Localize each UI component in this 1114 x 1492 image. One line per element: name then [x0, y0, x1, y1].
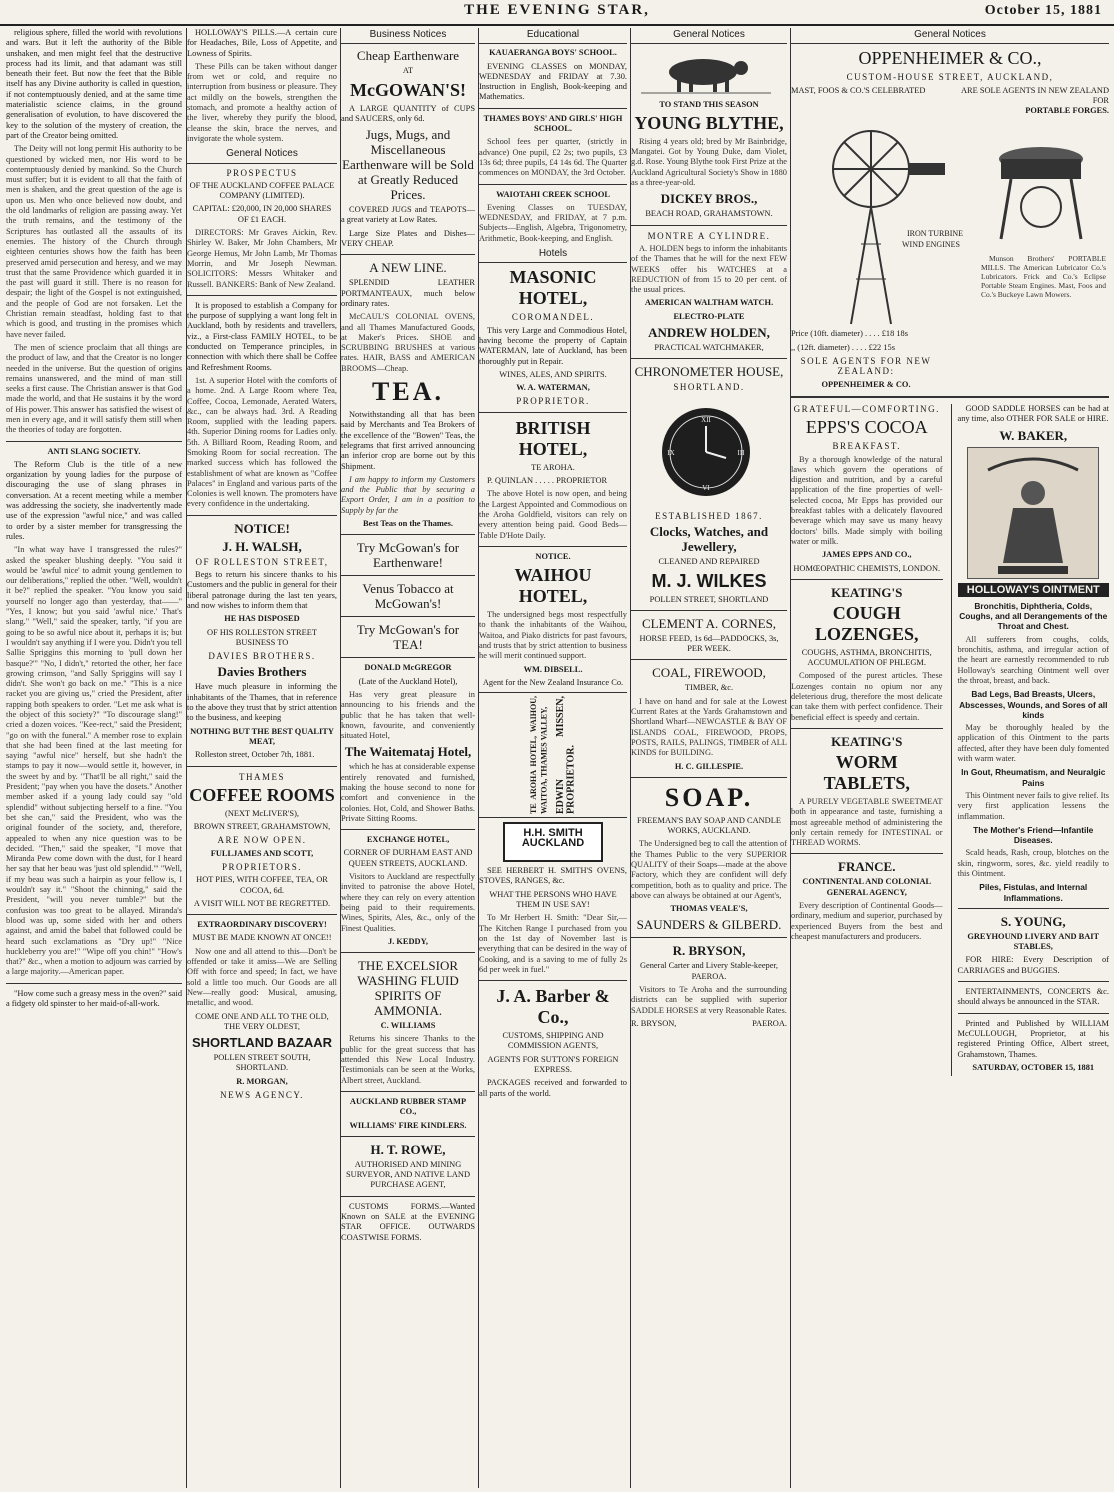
bad-legs-text: May be thoroughly healed by the application of this Ointment to the parts affected, after they have been duly fomented with warm water.: [957, 723, 1109, 764]
forge-illustration: [981, 129, 1101, 249]
tea-body: Notwithstanding all that has been said by Merchants and Tea Brokers of the excellence of the "Bowen" Teas, the telegrams that first arrived announcing an inferior crop are borne out by this Shipment.: [341, 410, 475, 471]
column-5: [630, 28, 787, 1488]
mothers-text: Scald heads, Rash, croup, blotches on the skin, ringworm, sores, &c. yield readily to this Ointment.: [957, 848, 1109, 878]
to-stand-season: TO STAND THIS SEASON: [659, 99, 759, 109]
customs-forms: CUSTOMS FORMS.—Wanted Known on SALE at the EVENING STAR OFFICE. OUTWARDS COASTWISE FORMS.: [341, 1201, 475, 1242]
jugs-mugs: Jugs, Mugs, and Miscellaneous Earthenware will be Sold at Greatly Reduced Prices.: [342, 127, 474, 203]
keating-heading: KEATING'S: [831, 584, 903, 600]
freeman-bay: FREEMAN'S BAY SOAP AND CANDLE WORKS, AUCKLAND.: [637, 815, 781, 836]
saunders-gilberd: SAUNDERS & GILBERD.: [636, 917, 782, 933]
holloway-ointment-banner: HOLLOWAY'S OINTMENT: [958, 583, 1110, 597]
cheap-earthenware: Cheap Earthenware: [356, 48, 460, 64]
andrew-holden: ANDREW HOLDEN,: [648, 325, 770, 341]
keating-heading-2: KEATING'S: [831, 733, 903, 749]
piles-heading: Piles, Fistulas, and Internal Inflammations.: [979, 882, 1088, 903]
homoeopathic-chemists: HOMŒOPATHIC CHEMISTS, LONDON.: [793, 563, 941, 573]
come-one-all: COME ONE AND ALL TO THE OLD, THE VERY OLDEST,: [195, 1011, 329, 1031]
established-1867: ESTABLISHED 1867.: [655, 510, 763, 521]
new-line-heading: A NEW LINE.: [369, 260, 447, 276]
masthead: [0, 0, 1114, 26]
holloway-pills-text: These Pills can be taken without danger from wet or cold, and require no interruption from business or pleasure. They act mildly on the bowels, strengthen the stomach, and promote a healthy action of the liver, whereby they purify the blood, cleanse the skin, brace the nerves, and invigorate the whole system.: [187, 61, 337, 143]
disposed-of-line: OF HIS ROLLESTON STREET BUSINESS TO: [207, 627, 317, 647]
rubber-stamp-co: AUCKLAND RUBBER STAMP CO.,: [349, 1096, 467, 1117]
watch-illustration: [631, 396, 781, 508]
col6-left: [791, 404, 943, 1076]
news-agency: NEWS AGENCY.: [220, 1090, 304, 1101]
forge-text: Munson Brothers' PORTABLE MILLS. The American Lubricator Co.'s Lubricators. Frick and Co.'s Eclipse Portable Steam Engines. Mast, Foos and Co.'s Buckeye Lawn Mowers.: [981, 254, 1106, 300]
british-te-aroha: TE AROHA.: [531, 462, 575, 472]
best-quality-meat: NOTHING BUT THE BEST QUALITY MEAT,: [190, 726, 334, 746]
greyhound-stables: GREYHOUND LIVERY AND BAIT STABLES,: [967, 931, 1100, 952]
windmill-prices: [791, 329, 941, 389]
waihou-text: The undersigned begs most respectfully to thank the inhabitants of the Waihou, Waitoa, and Piako districts for past favours, and trusts that by strict attention to business he will merit continued support.: [479, 610, 627, 661]
james-epps: JAMES EPPS AND CO.,: [821, 550, 912, 560]
donald-sub: (Late of the Auckland Hotel),: [358, 676, 458, 686]
newspaper-title: THE EVENING STAR,: [464, 2, 650, 18]
electro-plate: ELECTRO-PLATE: [673, 311, 745, 321]
col6-right: [951, 404, 1110, 1076]
article-text: The Deity will not long permit His authority to be questioned by wicked men, nor His word to be contemptuously denied by mankind. So the Church must suffer; but it is evident to all that the faith of men is shaken, and the great question of the age is upon us. Men who once believed now doubt, and the old landmarks of religion are passing away. Yet the truth remains, and the testimony of the Scriptures has outlasted all the assaults of its enemies. The history of the Church through eighteen centuries shows how the faith has been preserved amid persecution and heresy, and we may trust that the same Providence which guarded it in the past will guard it still. There is no reason for despair; the light of the Gospel is not extinguished, and the people of God are not forsaken. Let the Christian remain steadfast, holding fast to that which is good, and trusting in the promises which have never failed.: [6, 144, 182, 339]
auckland-logo-text: AUCKLAND: [521, 837, 585, 850]
bryson-signature-name: R. BRYSON,: [631, 1018, 677, 1028]
keating-text: Composed of the purest articles. These Lozenges contain no opium nor any deleterious drug, therefore the most delicate can take them with perfect confidence. Their beneficial effect is speedy and certain.: [791, 671, 943, 722]
svg-text:XII: XII: [701, 415, 711, 424]
printed-published: Printed and Published by WILLIAM McCULLOUGH, Proprietor, at his registered Printing Office, Albert street, Grahamstown, Thames.: [957, 1018, 1109, 1059]
soap-text: The Undersigned beg to call the attention of the Thames Public to the very SUPERIOR QUALITY of their Soaps—made at the above Factory, which they are confident will defy competition, both as to quality and price. The above can always be obtained at our Agent's,: [631, 839, 787, 900]
prospectus-list: 1st. A superior Hotel with the comforts of a home. 2nd. A Large Room where Tea, Coffee, Cocoa, Lemonade, Aerated Waters, &c., can be always had. 3rd. A Reading Room, supplied with the leading papers. 4th. Superior Dining rooms for Ladies only. 5th. A Billiard Room, Reading Room, and Smoking Room for social recreation. The marked success which has followed the establishment of what are known as "Coffee Palaces" in England and various parts of the Colonies is well known. The promoters have every confidence in the undertaking.: [187, 375, 337, 509]
at-label: AT: [402, 66, 414, 76]
try-mcgowan-tea: Try McGowan's for TEA!: [356, 622, 460, 653]
excelsior-heading: THE EXCELSIOR WASHING FLUID SPIRITS OF AMMONIA.: [357, 958, 459, 1019]
chronometer-house: CHRONOMETER HOUSE,: [634, 364, 784, 380]
bronchitis-text: All sufferers from coughs, colds, bronchitis, asthma, and irregular action of the heart are earnestly recommended to rub Holloway's searching Ointment well over the throat, breast, and back.: [957, 634, 1109, 685]
mj-wilkes: M. J. WILKES: [651, 570, 767, 591]
svg-text:IX: IX: [667, 448, 675, 457]
oppenheimer-illustrations: [791, 119, 1109, 329]
keddy-name: J. KEDDY,: [388, 936, 428, 946]
proprietors-label: PROPRIETORS.: [221, 862, 303, 872]
rowe-sub: AUTHORISED AND MINING SURVEYOR, AND NATIVE LAND PURCHASE AGENT,: [345, 1159, 471, 1190]
kauaeranga-school: KAUAERANGA BOYS' SCHOOL.: [489, 48, 617, 58]
walsh-body: Begs to return his sincere thanks to his Customers and the public in general for their liberal patronage during the last ten years, and now wishes to inform them that: [187, 570, 337, 610]
general-notices-heading: General Notices: [187, 147, 337, 163]
sole-agents-line: ARE SOLE AGENTS IN NEW ZEALAND FOR: [960, 85, 1109, 105]
waltham-watch: AMERICAN WALTHAM WATCH.: [644, 298, 774, 308]
waterman-name: W. A. WATERMAN,: [516, 383, 590, 393]
walsh-name: J. H. WALSH,: [222, 538, 302, 554]
exchange-hotel: EXCHANGE HOTEL,: [366, 835, 450, 845]
saturday-date: SATURDAY, OCTOBER 15, 1881: [972, 1062, 1095, 1072]
are-now-open: ARE NOW OPEN.: [217, 835, 307, 846]
anti-slang-body: The Reform Club is the title of a new organization by young ladies for the purpose of discouraging the use of slang phrases in conversation. At a recent meeting while a member was addressing the society, she inadvertently made use of the expression "awful nice," and was called to order by a sister member for transgressing the rules.: [6, 459, 182, 541]
bryson-signature: [631, 1019, 787, 1029]
svg-text:III: III: [737, 448, 745, 457]
hh-smith-stamp-logo: [503, 822, 603, 862]
general-notices-heading-3: General Notices: [791, 28, 1109, 44]
donald-text: Has very great pleasure in announcing to his friends and the public that he has taken that well-known, favourite, and conveniently situated Hotel,: [341, 689, 475, 741]
soap-heading: SOAP.: [664, 782, 754, 812]
article-footer: "How come such a greasy mess in the oven?" said a fidgety old spinster to her maid-of-all-work.: [6, 988, 182, 1009]
barber-co: J. A. Barber & Co.,: [496, 986, 610, 1028]
pollen-street-shortland: POLLEN STREET, SHORTLAND: [649, 594, 769, 604]
price-10ft: Price (10ft. diameter) . . . . £18 18s: [791, 329, 908, 339]
try-mcgowan-earthenware: Try McGowan's for Earthenware!: [356, 540, 460, 571]
packages-text: PACKAGES received and forwarded to all parts of the world.: [479, 1078, 627, 1098]
exchange-sub: CORNER OF DURHAM EAST AND QUEEN STREETS, AUCKLAND.: [343, 848, 473, 868]
epps-cocoa: EPPS'S COCOA: [805, 417, 928, 438]
morgan-name: R. MORGAN,: [236, 1076, 288, 1086]
bryson-sub: General Carter and Livery Stable-keeper, PAEROA.: [639, 961, 778, 981]
bad-legs-heading: Bad Legs, Bad Breasts, Ulcers, Abscesses, Wounds, and Sores of all kinds: [959, 689, 1108, 720]
british-text: The above Hotel is now open, and being the Largest Appointed and Commodious on the Aroha Goldfield, visitors can rely on every attention being paid. Good Beds—Table D'Hote Daily.: [479, 489, 627, 540]
coffee-rooms-next: (NEXT McLIVER'S),: [225, 808, 299, 818]
thames-high-school: THAMES BOYS' AND GIRLS' HIGH SCHOOL.: [483, 113, 623, 134]
davies-heading: Davies Brothers: [217, 664, 307, 680]
windmill-illustration: [801, 119, 961, 329]
oppenheimer-heading: OPPENHEIMER & CO.,: [858, 48, 1042, 69]
shortland-bazaar: SHORTLAND BAZAAR: [191, 1035, 333, 1051]
insurance-agent: Agent for the New Zealand Insurance Co.: [482, 677, 624, 687]
mcgowan-stock-text: McCAUL'S COLONIAL OVENS, and all Thames Manufactured Goods, at Maker's Prices. SHOE and SCRUBBING BRUSHES at various rates. HAIR, BASS and AMERICAN BROOMS—Cheap.: [341, 312, 475, 373]
oppenheimer-footer: OPPENHEIMER & CO.: [821, 379, 911, 389]
column-4: [478, 28, 627, 1488]
fulljames-scott: FULLJAMES AND SCOTT,: [210, 848, 314, 858]
clocks-watches: Clocks, Watches, and Jewellery,: [649, 524, 769, 555]
blythe-text: Rising 4 years old; bred by Mr Bainbridge, Mangatei. Got by Young Duke, dam Violet, g.d. Rose. Young Blythe took First Prize at the Auckland Agricultural Society's Show in 1880 as a three-year-old.: [631, 136, 787, 188]
column-3: [340, 28, 475, 1488]
mcgowans-heading: McGOWAN'S!: [350, 79, 466, 100]
oppenheimer-subheads: [791, 86, 1109, 107]
coal-firewood: COAL, FIREWOOD,: [652, 665, 766, 681]
entertainments-notice: ENTERTAINMENTS, CONCERTS &c. should always be announced in the STAR.: [957, 987, 1109, 1007]
timber-label: TIMBER, &c.: [684, 683, 734, 693]
waitemata-text: which he has at considerable expense entirely renovated and furnished, making the house second to none for comfort and convenience in the colonies. Hot, Cold, and Shower Baths. Private Sitting Rooms.: [341, 762, 475, 823]
anti-slang-heading: ANTI SLANG SOCIETY.: [47, 446, 141, 456]
large-plates: Large Size Plates and Dishes—VERY CHEAP.: [341, 228, 475, 249]
prospectus-heading: PROSPECTUS: [226, 167, 298, 178]
article-lead: religious sphere, filled the world with revolutions and wars. But it left the authority of the Bible unshaken, and men might feel that the destructive process had its limit, and that adamant was still beneath their feet. But now the feet that the Bible itself has any Divine authority is called in question, if not contemptuously denied, and at the same time materialistic science claims, in the ground generalisation of evolution, to have discovered the key to the solution of the mystery of creation, the part of the Creator being omitted.: [6, 28, 182, 140]
british-hotel: BRITISH HOTEL,: [515, 417, 591, 459]
see-smith-ovens: SEE HERBERT H. SMITH'S OVENS, STOVES, RANGES, &c.: [479, 866, 627, 886]
tea-italic-text: I am happy to inform my Customers and the Public that by securing a Export Order, I am in a position to Supply by far the: [341, 474, 475, 515]
france-heading: FRANCE.: [838, 859, 896, 875]
must-be-made-known: MUST BE MADE KNOWN AT ONCE!!: [192, 933, 332, 943]
holloway-illustration: [967, 447, 1099, 579]
williams-text: Returns his sincere Thanks to the public for the great success that has attended this New Local Industry. Testimonials can be seen at the Works, Albert street, Auckland.: [341, 1034, 475, 1085]
dickey-bros: DICKEY BROS.,: [660, 191, 758, 207]
educational-heading: Educational: [479, 28, 627, 44]
what-persons-say: WHAT THE PERSONS WHO HAVE THEM IN USE SAY!: [489, 889, 617, 910]
coal-text: I have on hand and for sale at the Lowest Current Rates at the Yards Grahamstown and Shortland Wharf—NEWCASTLE & BAY OF ISLANDS COAL, FIREWOOD, PROPS, POSTS, RAILS, PALINGS, TIMBER of ALL KINDS for BUILDING.: [631, 696, 787, 758]
price-12ft: ,, (12ft. diameter) . . . . £22 15s: [791, 342, 895, 352]
waiotahi-text: Evening Classes on TUESDAY, WEDNESDAY, and FRIDAY, at 7 p.m. Subjects—English, Algebra, Trigonometry, Arithmetic, Book-keeping, and English.: [479, 202, 627, 243]
gillespie-name: H. C. GILLESPIE.: [674, 761, 744, 771]
column-6: [790, 28, 1109, 1488]
continental-agency: CONTINENTAL AND COLONIAL GENERAL AGENCY,: [802, 877, 932, 897]
masonic-body: This very Large and Commodious Hotel, having become the property of Captain WATERMAN, late of Auckland, has been thoroughly put in Repair.: [479, 325, 627, 366]
holloway-pills-ad: HOLLOWAY'S PILLS.—A certain cure for Headaches, Bile, Loss of Appetite, and Lowness of Spirits.: [187, 28, 337, 58]
waterman-proprietor: PROPRIETOR.: [516, 396, 590, 407]
anti-slang-dialogue: "In what way have I transgressed the rules?" asked the speaker blushing deeply. "You said it would be 'awful nice' to admit young gentlemen to our deliberations," replied the other. "Well, wouldn't it be?" replied the speaker. "You know you said yourself no longer ago than yesterday, that——" "Yes, I know; but you said 'awful nice.' That's slang." "Well," said the speaker, tartly, "if you are going to be so awful nice about it, perhaps it is; but I wouldn't say anything if I were you. Didn't you tell Sallie Spriggins this morning to 'pull down her basque?'" "No, I didn't," retorted the other, her face growing crimson, "and Sally Spriggins will say I didn't. She won't go back on me." "This is a nice racket you are giving us," cried the President, after rapping both speakers to order. "Let me ask what is the object of this society?" "To discourage slang!" cried a dozen voices. "Kee-rect," said the President; "go on with the funeral." A member rose to explain that she had been fined at the last meeting for saying "awful nice" herself, but she hadn't the stamps to pay it now—would settle it, however, in the sweet by and by. "That'll be all right," said the President; "pay when you have the dosets." Another member asked if a young lady could say "old splendid" without subjecting herself to a fine. "You bet she can," said the President, who was the original founder of the society, and, therefore, appealed to when any nice question was to be decided. "Then," said the speaker, "I move that Miranda Pew come down with the dust, for I heard her say that her beau was 'just old splendid.'" "Well, if my beau was such a hairpin as your fellow is, I wouldn't say it." "Shoot the chinning," said the President, "will you never tumble?" but the confusion was too great to be allayed. Miranda's blood was up, some sided with her and others against, and amid the babel that followed could be heard such exclamations as "Dry up!" "Nice huckleberry you are!" "Wipe off you chin!" "How's that?" &c., when a motion to adjourn was carried by a large majority.—American paper.: [6, 545, 182, 977]
custom-house-street: CUSTOM-HOUSE STREET, AUCKLAND,: [846, 72, 1054, 83]
directors-text: DIRECTORS: Mr Graves Aickin, Rev. Shirley W. Baker, Mr John Chambers, Mr George Hemus, Mr John Lamb, Mr Thomas Morrin, and Mr Joseph Newman. SOLICITORS: Messrs Whitaker and Russell. BANKERS: Bank of New Zealand.: [187, 228, 337, 289]
coughs-asthma: COUGHS, ASTHMA, BRONCHITIS, ACCUMULATION OF PHLEGM.: [801, 647, 932, 668]
testimonial-text: To Mr Herbert H. Smith: "Dear Sir,—The Kitchen Range I purchased from you on the 1st day of November last is everything that can be desired in the way of Cooking, and is a saving to me of fully 2s 6d per week in fuel.": [479, 913, 627, 974]
waiotahi-school: WAIOTAHI CREEK SCHOOL: [496, 189, 610, 199]
beach-road: BEACH ROAD, GRAHAMSTOWN.: [645, 209, 773, 219]
thomas-veale: THOMAS VEALE'S,: [670, 904, 748, 914]
davies-small: DAVIES BROTHERS.: [208, 651, 316, 662]
visit-line: A VISIT WILL NOT BE REGRETTED.: [193, 898, 331, 908]
young-name: S. YOUNG,: [1000, 913, 1066, 929]
baker-name: W. BAKER,: [999, 427, 1068, 443]
young-blythe: YOUNG BLYTHE,: [634, 112, 784, 133]
bull-illustration: [631, 48, 781, 96]
hotels-heading: Hotels: [479, 247, 627, 263]
disposed-line: HE HAS DISPOSED: [224, 614, 300, 624]
barber-sub: CUSTOMS, SHIPPING AND COMMISSION AGENTS,: [502, 1031, 604, 1051]
large-quantity: A LARGE QUANTITY of CUPS and SAUCERS, only 6d.: [341, 103, 475, 123]
brown-street: BROWN STREET, GRAHAMSTOWN,: [193, 822, 331, 832]
coffee-rooms-heading: COFFEE ROOMS: [189, 784, 335, 805]
dibsell-name: WM. DIBSELL.: [523, 664, 583, 674]
coromandel: COROMANDEL.: [511, 312, 595, 323]
pollen-street-south: POLLEN STREET SOUTH, SHORTLAND.: [213, 1053, 311, 1073]
leather-portmanteaux: SPLENDID LEATHER PORTMANTEAUX, much below ordinary rates.: [341, 278, 475, 308]
exchange-text: Visitors to Auckland are respectfully invited to patronise the above Hotel, where they can rely on every attention being paid to their requirements. Wines, Spirits, Ales, &c., only of the Finest Qualities.: [341, 872, 475, 933]
bryson-paeroa: PAEROA.: [752, 1018, 787, 1028]
evening-classes: EVENING CLASSES on MONDAY, WEDNESDAY and FRIDAY at 7.30. Instruction in English, Book-keeping and Mathematics.: [479, 61, 627, 102]
gout-text: This Ointment never fails to give relief. Its very first application lessens the inflammation.: [957, 790, 1109, 821]
gout-heading: In Gout, Rheumatism, and Neuralgic Pains: [961, 767, 1106, 788]
c-williams: C. WILLIAMS: [380, 1021, 436, 1031]
turbine-label: IRON TURBINE WIND ENGINES: [902, 229, 964, 249]
thames-label: THAMES: [238, 771, 285, 782]
quinlan-proprietor: P. QUINLAN . . . . . PROPRIETOR: [487, 476, 608, 486]
issue-date: October 15, 1881: [984, 3, 1102, 18]
montre-cylindre: MONTRE A CYLINDRE.: [647, 230, 771, 241]
holloway-figure: [968, 448, 1098, 578]
best-teas: Best Teas on the Thames.: [363, 519, 453, 529]
capital-line: CAPITAL: £20,000, IN 20,000 SHARES OF £1 EACH.: [192, 204, 332, 224]
worm-tablets: WORM TABLETS,: [823, 751, 910, 793]
wines-ales: WINES, ALES, AND SPIRITS.: [499, 369, 607, 379]
breakfast-label: BREAKFAST.: [832, 441, 901, 452]
suttons-express: AGENTS FOR SUTTON'S FOREIGN EXPRESS.: [487, 1054, 619, 1075]
bazaar-text: Now one and all attend to this—Don't be offended or take it amiss—We are Selling Off with force and speed; In fact, we have sold a little too much. Our Goods are all New—really good: Musical, amusing, metallic, and wood.: [187, 946, 337, 1008]
donald-mcgregor: DONALD McGREGOR: [364, 663, 452, 673]
mast-foos: MAST, FOOS & CO.'S CELEBRATED: [791, 85, 926, 95]
hh-smith-logo-text: H.H. SMITH: [523, 827, 583, 840]
rolleston-date: Rolleston street, October 7th, 1881.: [195, 750, 315, 760]
te-aroha-hotel-rotated: TE AROHA HOTEL, WAIHOU, WAITOA, THAMES VALLEY,: [529, 696, 549, 815]
tea-heading: TEA.: [372, 377, 444, 407]
holden-text: A. HOLDEN begs to inform the inhabitants of the Thames that he will for the next FEW WEEKS offer his WATCHES at a REDUCTION of from 15 to 20 per cent. of the usual prices.: [631, 243, 787, 295]
horse-feed: HORSE FEED, 1s 6d—PADDOCKS, 3s, PER WEEK.: [639, 633, 779, 654]
notice-label: NOTICE.: [535, 551, 571, 561]
davies-body: Have much pleasure in informing the inhabitants of the Thames, that in reference to the above they trust that by strict attention to the business, and keeping: [187, 682, 337, 723]
business-notices-heading: Business Notices: [341, 28, 475, 44]
practical-watchmaker: PRACTICAL WATCHMAKER,: [654, 343, 764, 353]
coffee-palace-company: OF THE AUCKLAND COFFEE PALACE COMPANY (LIMITED).: [189, 180, 335, 201]
masonic-hotel: MASONIC HOTEL,: [509, 267, 597, 309]
continental-text: Every description of Continental Goods—ordinary, medium and superior, purchased by experienced Buyers from the best and cheapest manufacturers and producers.: [791, 900, 943, 941]
column-1: [6, 28, 182, 1488]
grateful-comforting: GRATEFUL—COMFORTING.: [793, 403, 940, 414]
bryson-text: Visitors to Te Aroha and the surrounding districts can be supplied with superior SADDLE HORSES at very Reasonable Rates.: [631, 985, 787, 1015]
notice-heading: NOTICE!: [234, 520, 290, 536]
thames-school-text: School fees per quarter, (strictly in advance) One pupil, £2 2s; two pupils, £3 13s 6d; three pupils, £4 14s 6d. The Quarter commences on MONDAY, the 3rd October.: [479, 137, 627, 178]
sole-agents-nz: SOLE AGENTS FOR NEW ZEALAND:: [800, 356, 932, 377]
bronchitis-heading: Bronchitis, Diphtheria, Colds, Coughs, and all Derangements of the Throat and Chest.: [959, 600, 1108, 632]
worm-text: A PURELY VEGETABLE SWEETMEAT both in appearance and taste, furnishing a most agreeable method of administering the only certain remedy for INTESTINAL or THREAD WORMS.: [791, 796, 943, 848]
column-2: [186, 28, 337, 1488]
cough-lozenges: COUGH LOZENGES,: [814, 602, 919, 644]
walsh-address: OF ROLLESTON STREET,: [195, 556, 329, 567]
clement-cornes: CLEMENT A. CORNES,: [641, 615, 777, 631]
portable-forges: PORTABLE FORGES.: [1025, 106, 1109, 116]
bryson-name: R. BRYSON,: [672, 943, 746, 959]
svg-text:VI: VI: [702, 483, 710, 492]
hot-pies: HOT PIES, WITH COFFEE, TEA, OR COCOA, 6d.: [196, 875, 328, 895]
for-hire: FOR HIRE: Every Description of CARRIAGES and BUGGIES.: [957, 955, 1109, 975]
waitemata-hotel: The Waitemataj Hotel,: [344, 744, 472, 760]
general-notices-heading-2: General Notices: [631, 28, 787, 44]
article-text-2: The men of science proclaim that all things are the product of law, and that the Creator is no longer needed in the universe. But the question of origins remains unanswered, and the mind of man still seeks a first cause. The Christian answer is that God made the world, and that He sustains it by the word of His power. This answer has satisfied the wisest of men in every age, and it will satisfy them still when the theories of today are forgotten.: [6, 342, 182, 435]
fire-kindlers: WILLIAMS' FIRE KINDLERS.: [349, 1120, 467, 1130]
shortland-label: SHORTLAND.: [673, 382, 745, 393]
cleaned-repaired: CLEANED AND REPAIRED: [658, 557, 760, 567]
rotated-te-aroha-ad: [479, 692, 627, 818]
good-saddle-horses: GOOD SADDLE HORSES can be had at any time, also OTHER FOR SALE or HIRE.: [957, 403, 1109, 424]
waihou-hotel: WAIHOU HOTEL,: [514, 565, 592, 607]
rowe-name: H. T. ROWE,: [370, 1141, 446, 1157]
col6-split-section: [791, 404, 1109, 1076]
mothers-friend-heading: The Mother's Friend—Infantile Diseases.: [973, 824, 1094, 846]
prospectus-body: It is proposed to establish a Company for the purpose of supplying a want long felt in Auckland, both by residents and travellers, viz., a First-class FAMILY HOTEL, to be conducted on Temperance principles, in connection with which there shall be Coffee and Refreshment Rooms.: [187, 300, 337, 372]
extraordinary-heading: EXTRAORDINARY DISCOVERY!: [197, 920, 327, 930]
venus-tobacco: Venus Tobacco at McGowan's!: [362, 581, 454, 612]
covered-jugs: COVERED JUGS and TEAPOTS—a great variety at Low Rates.: [341, 205, 475, 225]
edwin-missen-rotated: EDWIN MISSEN, PROPRIETOR.: [555, 696, 577, 815]
epps-text: By a thorough knowledge of the natural laws which govern the operations of digestion and nutrition, and by a careful application of the fine properties of well-selected cocoa, Mr Epps has provided our breakfast tables with a delicately flavoured beverage which may save us many heavy doctors' bills. Made simply with boiling water or milk.: [791, 454, 943, 546]
